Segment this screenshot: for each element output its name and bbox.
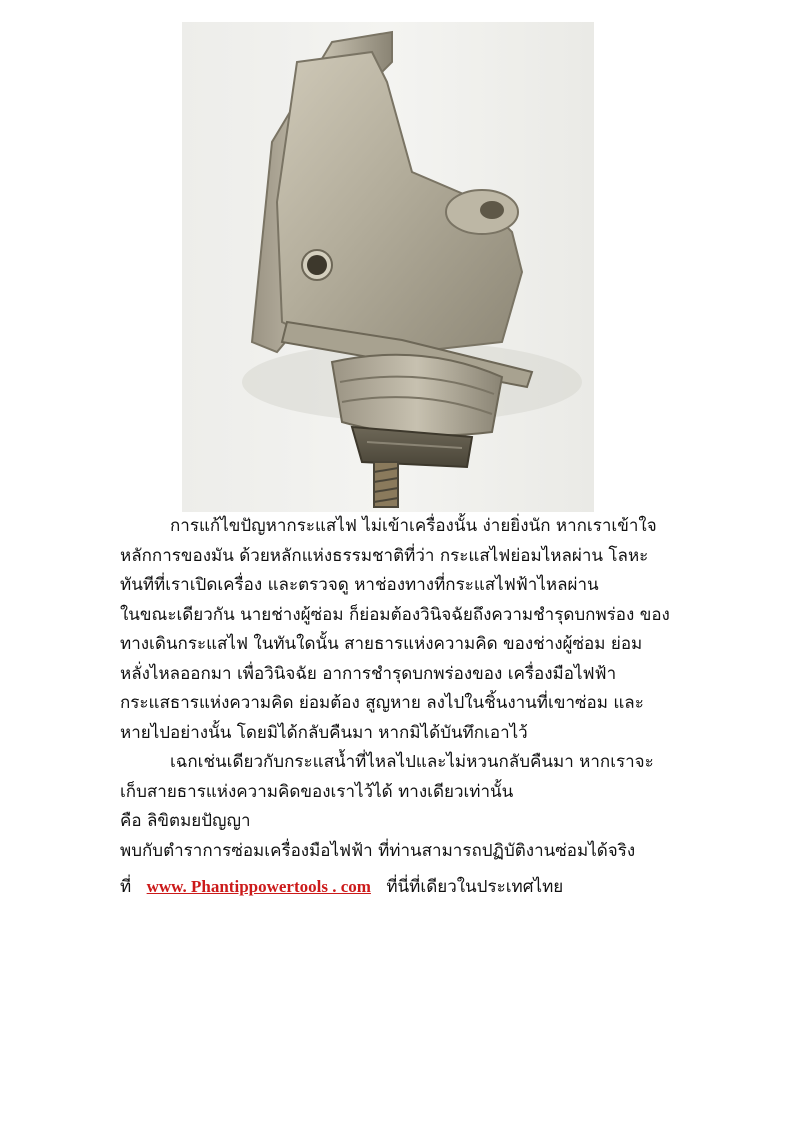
paragraph-line: ในขณะเดียวกัน นายช่างผู้ซ่อม ก็ย่อมต้องวินิจฉัยถึงความชำรุดบกพร่อง ของ bbox=[120, 604, 670, 625]
article-body bbox=[120, 512, 700, 902]
paragraph-line: ทันทีที่เราเปิดเครื่อง และตรวจดู หาช่องทางที่กระแสไฟฟ้าไหลผ่าน bbox=[120, 575, 599, 595]
website-link[interactable]: www. Phantippowertools . com bbox=[146, 877, 371, 896]
paragraph-line: การแก้ไขปัญหากระแสไฟ ไม่เข้าเครื่องนั้น ง่ายยิ่งนัก หากเราเข้าใจ bbox=[170, 516, 657, 536]
paragraph-line: กระแสธารแห่งความคิด ย่อมต้อง สูญหาย ลงไปในชิ้นงานที่เขาซ่อม และ bbox=[120, 693, 644, 713]
books-line: พบกับตำราการซ่อมเครื่องมือไฟฟ้า ที่ท่านสามารถปฏิบัติงานซ่อมได้จริง bbox=[120, 840, 636, 861]
gearbox-housing-photo bbox=[182, 22, 594, 512]
paragraph-line: หลักการของมัน ด้วยหลักแห่งธรรมชาติที่ว่า กระแสไฟย่อมไหลผ่าน โลหะ bbox=[120, 545, 649, 566]
paragraph-line: เฉกเช่นเดียวกับกระแสน้ำที่ไหลไปและไม่หวนกลับคืนมา หากเราจะ bbox=[170, 752, 654, 772]
paragraph-line: ทางเดินกระแสไฟ ในทันใดนั้น สายธารแห่งความคิด ของช่างผู้ซ่อม ย่อม bbox=[120, 634, 643, 654]
footer-suffix: ที่นี่ที่เดียวในประเทศไทย bbox=[386, 877, 564, 897]
paragraph-line: เก็บสายธารแห่งความคิดของเราไว้ได้ ทางเดียวเท่านั้น bbox=[120, 781, 514, 802]
keyword-line: คือ ลิขิตมยปัญญา bbox=[120, 811, 251, 831]
footer-prefix: ที่ bbox=[120, 877, 132, 897]
footer-line bbox=[120, 872, 700, 902]
paragraph-line: หลั่งไหลออกมา เพื่อวินิจฉัย อาการชำรุดบกพร่องของ เครื่องมือไฟฟ้า bbox=[120, 663, 617, 684]
paragraph-line: หายไปอย่างนั้น โดยมิได้กลับคืนมา หากมิได้บันทึกเอาไว้ bbox=[120, 722, 528, 743]
